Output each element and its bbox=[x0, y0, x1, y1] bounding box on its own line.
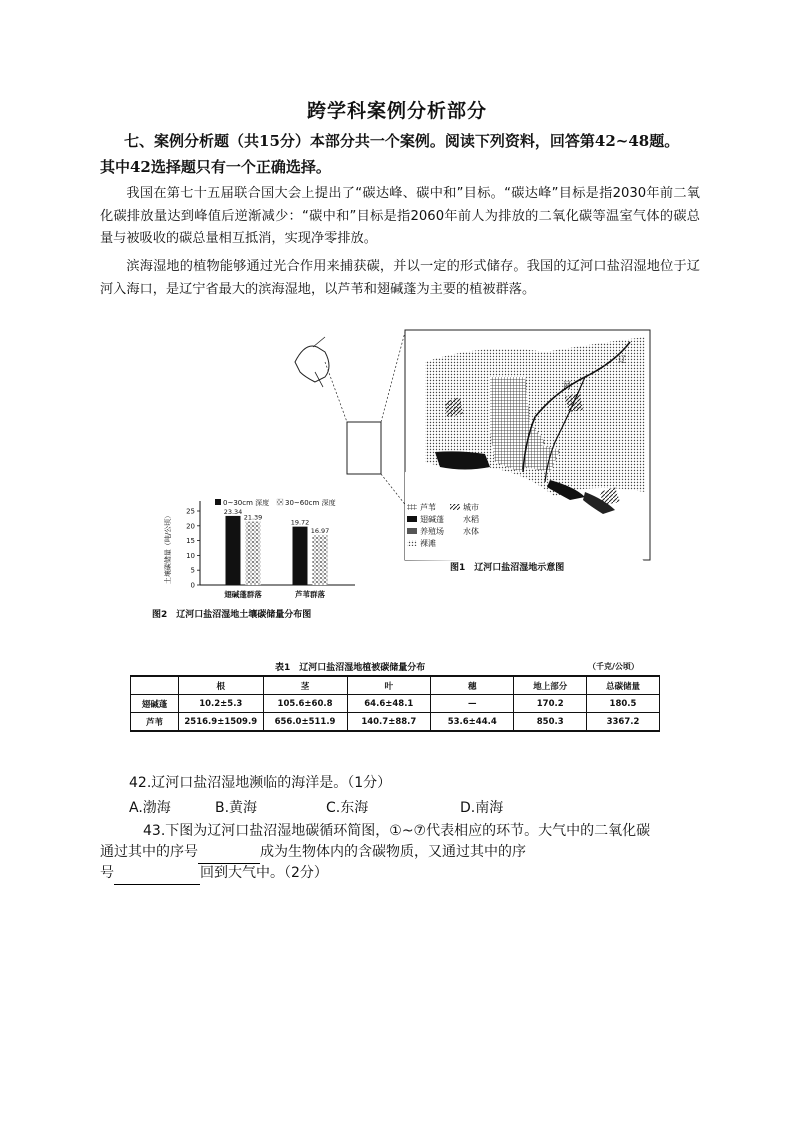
chart-legend-deep: 30~60cm 深度 bbox=[285, 499, 336, 507]
legend-water: 水体 bbox=[463, 527, 479, 536]
chart-ytick-label: 5 bbox=[190, 566, 195, 575]
q43-line3 bbox=[100, 863, 700, 885]
table-cell: 105.6±60.8 bbox=[263, 695, 347, 713]
chart-ytick-label: 25 bbox=[186, 507, 195, 516]
q42-option-c[interactable]: C.东海 bbox=[326, 800, 369, 816]
q43-line2 bbox=[100, 842, 700, 864]
table-cell: 10.2±5.3 bbox=[178, 695, 263, 713]
q42-option-d[interactable]: D.南海 bbox=[460, 800, 504, 816]
chart-bar bbox=[293, 527, 308, 585]
table-cell: 850.3 bbox=[514, 713, 587, 732]
table-cell: 53.6±44.4 bbox=[431, 713, 514, 732]
chart-bar bbox=[226, 516, 241, 585]
section-heading-line1: 七、案例分析题（共15分）本部分共一个案例。阅读下列资料，回答第42~48题。 bbox=[124, 132, 680, 150]
table-cell: 芦苇 bbox=[131, 713, 179, 732]
q43-text-d: 回到大气中。（2分） bbox=[200, 865, 328, 881]
table-header-cell: 叶 bbox=[347, 676, 431, 695]
table-cell: 180.5 bbox=[587, 695, 660, 713]
q43-text-a: 通过其中的序号 bbox=[100, 844, 198, 860]
chart-category-suaeda: 翅碱蓬群落 bbox=[224, 590, 262, 599]
table-cell: 656.0±511.9 bbox=[263, 713, 347, 732]
table-row bbox=[131, 695, 660, 713]
chart-category-reed: 芦苇群落 bbox=[295, 590, 325, 599]
q42-option-b[interactable]: B.黄海 bbox=[215, 800, 258, 816]
q43-text-b: 成为生物体内的含碳物质，又通过其中的序 bbox=[260, 844, 526, 860]
table-unit: （千克/公顷） bbox=[588, 662, 639, 671]
chart-ytick-label: 0 bbox=[190, 581, 195, 590]
table-header-cell: 根 bbox=[178, 676, 263, 695]
legend-aquaculture: 养殖场 bbox=[420, 527, 444, 536]
table-cell: 140.7±88.7 bbox=[347, 713, 431, 732]
q43-text-c: 号 bbox=[100, 865, 114, 881]
table-cell: — bbox=[431, 695, 514, 713]
chart-ytick-label: 10 bbox=[186, 551, 195, 560]
q42-option-a[interactable]: A.渤海 bbox=[129, 800, 171, 816]
chart-value-label: 23.34 bbox=[223, 507, 243, 516]
legend-mudflat: 裸滩 bbox=[420, 539, 436, 548]
table-header-cell: 穗 bbox=[431, 676, 514, 695]
legend-rice: 水稻 bbox=[463, 515, 479, 524]
q42-stem: 42.辽河口盐沼湿地濒临的海洋是。（1分） bbox=[129, 775, 392, 791]
table-row bbox=[131, 713, 660, 732]
table-header-cell: 茎 bbox=[263, 676, 347, 695]
chart-ytick-label: 15 bbox=[186, 537, 195, 546]
table-cell: 3367.2 bbox=[587, 713, 660, 732]
map-label-he: 河 bbox=[563, 381, 571, 390]
chart-value-label: 19.72 bbox=[290, 518, 310, 527]
map-label-liao: 辽 bbox=[618, 355, 626, 364]
chart-ylabel: 土壤碳储量（吨/公顷） bbox=[164, 511, 172, 585]
q43-line1: 43.下图为辽河口盐沼湿地碳循环简图，①~⑦代表相应的环节。大气中的二氧化碳 bbox=[143, 823, 651, 839]
chart-caption: 图2 辽河口盐沼湿地土壤碳储量分布图 bbox=[152, 610, 312, 620]
q43-blank-2[interactable] bbox=[114, 863, 200, 885]
paragraph-carbon-goals: 我国在第七十五届联合国大会上提出了“碳达峰、碳中和”目标。“碳达峰”目标是指2030年前二氧化碳排放量达到峰值后逆渐减少：“碳中和”目标是指2060年前人为排放的二氧化碳等温室气体的碳总量与被吸收的碳总量相互抵消，实现净零排放。 bbox=[100, 186, 700, 246]
chart-bar bbox=[246, 522, 261, 585]
map-caption: 图1 辽河口盐沼湿地示意图 bbox=[450, 563, 565, 573]
table-cell: 翅碱蓬 bbox=[131, 695, 179, 713]
chart-bar bbox=[313, 535, 328, 585]
q43-blank-1[interactable] bbox=[198, 842, 260, 864]
table-header-cell: 地上部分 bbox=[514, 676, 587, 695]
soil-carbon-chart bbox=[160, 493, 370, 608]
table-header-row bbox=[131, 676, 660, 695]
table-header-cell: 总碳储量 bbox=[587, 676, 660, 695]
page-title: 跨学科案例分析部分 bbox=[306, 100, 487, 122]
paragraph-wetland: 滨海湿地的植物能够通过光合作用来捕获碳，并以一定的形式储存。我国的辽河口盐沼湿地位于辽河入海口，是辽宁省最大的滨海湿地，以芦苇和翅碱蓬为主要的植被群落。 bbox=[100, 259, 700, 297]
chart-value-label: 16.97 bbox=[310, 526, 330, 535]
table-cell: 2516.9±1509.9 bbox=[178, 713, 263, 732]
table-header-cell bbox=[131, 676, 179, 695]
section-heading-line2: 其中42选择题只有一个正确选择。 bbox=[100, 158, 331, 176]
table-cell: 170.2 bbox=[514, 695, 587, 713]
chart-ytick-label: 20 bbox=[186, 522, 195, 531]
legend-reed: 芦苇 bbox=[420, 503, 436, 512]
chart-value-label: 21.39 bbox=[243, 513, 263, 522]
table-cell: 64.6±48.1 bbox=[347, 695, 431, 713]
legend-city: 城市 bbox=[463, 503, 479, 512]
chart-legend-shallow: 0~30cm 深度 bbox=[223, 499, 270, 507]
carbon-storage-table bbox=[130, 675, 660, 732]
table-title: 表1 辽河口盐沼湿地植被碳储量分布 bbox=[275, 663, 426, 673]
legend-suaeda: 翅碱蓬 bbox=[420, 515, 444, 524]
